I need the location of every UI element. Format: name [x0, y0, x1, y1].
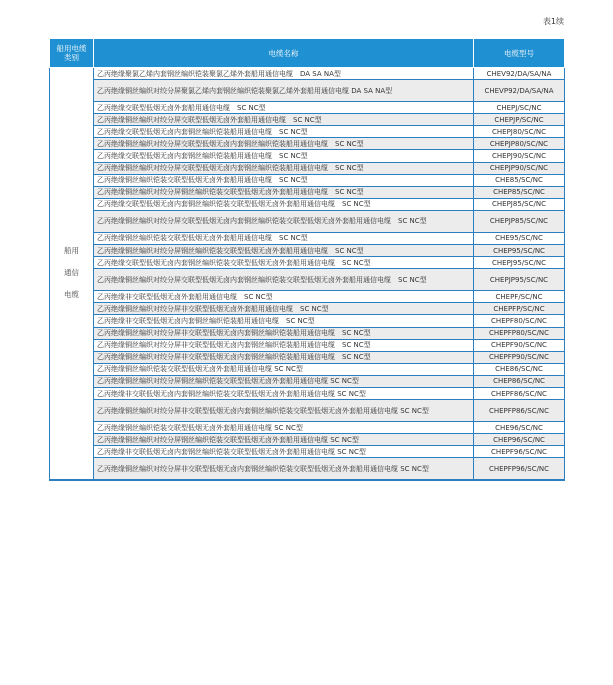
cable-model-cell: CHEV92/DA/SA/NA [474, 68, 565, 80]
cable-name-cell: 乙丙绝缘铜丝编织对绞分屏铜丝编织铠装交联型低烟无卤外套船用通信电缆 SC NC型 [94, 186, 474, 198]
cable-name-cell: 乙丙绝缘非交联低烟无卤内套钢丝编织铠装交联型低烟无卤外套船用通信电缆 SC NC型 [94, 446, 474, 458]
cable-model-cell: CHE95/SC/NC [474, 232, 565, 244]
table-row [50, 150, 565, 162]
header-name: 电缆名称 [94, 39, 474, 68]
cable-model-cell: CHEVP92/DA/SA/NA [474, 80, 565, 102]
table-row [50, 80, 565, 102]
cable-model-cell: CHEP96/SC/NC [474, 434, 565, 446]
table-row [50, 363, 565, 375]
cable-name-cell: 乙丙绝缘铜丝编织对绞分屏交联型低烟无卤内套钢丝编织铠装交联型低烟无卤外套船用通信电缆 SC NC型 [94, 269, 474, 291]
cable-name-cell: 乙丙绝缘非交联型低烟无卤外套船用通信电缆 SC NC型 [94, 291, 474, 303]
cable-model-cell: CHEPJP85/SC/NC [474, 210, 565, 232]
cable-name-cell: 乙丙绝缘铜丝编织对绞分屏交联型低烟无卤外套船用通信电缆 SC NC型 [94, 114, 474, 126]
cable-model-cell: CHE86/SC/NC [474, 363, 565, 375]
cable-name-cell: 乙丙绝缘铜丝编织对绞分屏非交联型低烟无卤内套铜丝编织铠装交联型低烟无卤外套船用通信电缆 SC NC型 [94, 400, 474, 422]
table-row [50, 232, 565, 244]
cable-name-cell: 乙丙绝缘交联型低烟无卤内套钢丝编织铠装交联型低烟无卤外套船用通信电缆 SC NC型 [94, 257, 474, 269]
cable-model-cell: CHEPJP95/SC/NC [474, 269, 565, 291]
table-row [50, 210, 565, 232]
cable-model-cell: CHEPF80/SC/NC [474, 315, 565, 327]
table-row [50, 434, 565, 446]
table-row [50, 102, 565, 114]
cable-name-cell: 乙丙绝缘铜丝编织对绞分屏非交联型低烟无卤外套船用通信电缆 SC NC型 [94, 303, 474, 315]
table-row [50, 126, 565, 138]
table-row [50, 245, 565, 257]
table-row [50, 162, 565, 174]
cable-model-cell: CHEP95/SC/NC [474, 245, 565, 257]
cable-name-cell: 乙丙绝缘铜丝编织对绞分屏铜丝编织铠装交联型低烟无卤外套船用通信电缆 SC NC型 [94, 375, 474, 387]
cable-model-cell: CHEPF96/SC/NC [474, 446, 565, 458]
table-row [50, 114, 565, 126]
cable-model-cell: CHEPJ90/SC/NC [474, 150, 565, 162]
table-row [50, 198, 565, 210]
table-row [50, 291, 565, 303]
cable-name-cell: 乙丙绝缘交联型低烟无卤内套铜丝编织铠装船用通信电缆 SC NC型 [94, 126, 474, 138]
header-model: 电缆型号 [474, 39, 565, 68]
cable-model-cell: CHEPFP86/SC/NC [474, 400, 565, 422]
cable-name-cell: 乙丙绝缘聚氯乙烯内套钢丝编织铠装聚氯乙烯外套船用通信电缆 DA SA NA型 [94, 68, 474, 80]
table-row [50, 339, 565, 351]
cable-name-cell: 乙丙绝缘铜丝编织对绞分屏钢丝编织铠装交联型低烟无卤外套船用通信电缆 SC NC型 [94, 434, 474, 446]
cable-model-cell: CHE96/SC/NC [474, 422, 565, 434]
cable-name-cell: 乙丙绝缘钢丝编织铠装交联型低烟无卤外套船用通信电缆 SC NC型 [94, 422, 474, 434]
cable-name-cell: 乙丙绝缘铜丝编织对绞分屏交联型低烟无卤内套钢丝编织铠装船用通信电缆 SC NC型 [94, 162, 474, 174]
cable-model-cell: CHEPJP90/SC/NC [474, 162, 565, 174]
cable-model-cell: CHEPJ95/SC/NC [474, 257, 565, 269]
cable-model-cell: CHEPJ85/SC/NC [474, 198, 565, 210]
cable-model-cell: CHEPJ/SC/NC [474, 102, 565, 114]
cable-name-cell: 乙丙绝缘钢丝编织铠装交联型低烟无卤外套船用通信电缆 SC NC型 [94, 232, 474, 244]
cable-name-cell: 乙丙绝缘铜丝编织对绞分屏非交联型低烟无卤内套钢丝编织铠装船用通信电缆 SC NC型 [94, 339, 474, 351]
table-row [50, 174, 565, 186]
category-cell [50, 68, 94, 480]
cable-model-cell: CHEPFP80/SC/NC [474, 327, 565, 339]
cable-model-cell: CHEPFP96/SC/NC [474, 458, 565, 480]
table-caption: 表1续 [542, 17, 564, 26]
table-row [50, 303, 565, 315]
table-row [50, 138, 565, 150]
cable-name-cell: 乙丙绝缘交联型低烟无卤内套钢丝编织铠装船用通信电缆 SC NC型 [94, 150, 474, 162]
cable-model-cell: CHEPF86/SC/NC [474, 387, 565, 399]
header-category: 船用电缆 类别 [50, 39, 94, 68]
table-row [50, 186, 565, 198]
table-row [50, 269, 565, 291]
cable-model-cell: CHEPJP80/SC/NC [474, 138, 565, 150]
cable-model-cell: CHEPF/SC/NC [474, 291, 565, 303]
cable-model-cell: CHEPJ80/SC/NC [474, 126, 565, 138]
table-row [50, 68, 565, 80]
cable-model-cell: CHEPJP/SC/NC [474, 114, 565, 126]
cable-name-cell: 乙丙绝缘铜丝编织铠装交联型低烟无卤外套船用通信电缆 SC NC型 [94, 363, 474, 375]
cable-model-cell: CHEPF90/SC/NC [474, 339, 565, 351]
table-body [50, 68, 565, 480]
cable-model-cell: CHEP85/SC/NC [474, 186, 565, 198]
cable-name-cell: 乙丙绝缘铜丝编织对绞分屏聚氯乙烯内套钢丝编织铠装聚氯乙烯外套船用通信电缆 DA SA NA型 [94, 80, 474, 102]
table-row [50, 422, 565, 434]
category-line: 电缆 [64, 290, 79, 300]
table-row [50, 351, 565, 363]
table-row [50, 375, 565, 387]
table-header-row [50, 39, 565, 68]
table-row [50, 400, 565, 422]
cable-name-cell: 乙丙绝缘铜丝编织铠装交联型低烟无卤外套船用通信电缆 SC NC型 [94, 174, 474, 186]
cable-model-cell: CHEP86/SC/NC [474, 375, 565, 387]
cable-name-cell: 乙丙绝缘铜丝编织对绞分屏非交联型低烟无卤内套钢丝编织铠装交联型低烟无卤外套船用通信电缆 SC NC型 [94, 458, 474, 480]
cable-name-cell: 乙丙绝缘铜丝编织对绞分屏钢丝编织铠装交联型低烟无卤外套船用通信电缆 SC NC型 [94, 245, 474, 257]
cable-name-cell: 乙丙绝缘铜丝编织对绞分屏非交联型低烟无卤内套铜丝编织铠装船用通信电缆 SC NC型 [94, 327, 474, 339]
cable-name-cell: 乙丙绝缘铜丝编织对绞分屏非交联型低烟无卤内套钢丝编织铠装船用通信电缆 SC NC型 [94, 351, 474, 363]
table-row [50, 458, 565, 480]
table-row [50, 257, 565, 269]
cable-name-cell: 乙丙绝缘铜丝编织对绞分屏交联型低烟无卤内套铜丝编织铠装交联型低烟无卤外套船用通信电缆 SC NC型 [94, 210, 474, 232]
cable-name-cell: 乙丙绝缘交联型低烟无卤内套铜丝编织铠装交联型低烟无卤外套船用通信电缆 SC NC型 [94, 198, 474, 210]
table-row [50, 446, 565, 458]
category-line: 船用 [64, 246, 79, 256]
table-row [50, 387, 565, 399]
cable-name-cell: 乙丙绝缘交联型低烟无卤外套船用通信电缆 SC NC型 [94, 102, 474, 114]
cable-model-cell: CHEPFP90/SC/NC [474, 351, 565, 363]
table-row [50, 315, 565, 327]
cable-name-cell: 乙丙绝缘非交联低烟无卤内套铜丝编织铠装交联型低烟无卤外套船用通信电缆 SC NC型 [94, 387, 474, 399]
table-row [50, 327, 565, 339]
cable-table [49, 38, 565, 481]
category-line: 通信 [64, 268, 79, 278]
cable-name-cell: 乙丙绝缘铜丝编织对绞分屏交联型低烟无卤内套铜丝编织铠装船用通信电缆 SC NC型 [94, 138, 474, 150]
cable-model-cell: CHE85/SC/NC [474, 174, 565, 186]
cable-name-cell: 乙丙绝缘非交联型低烟无卤内套铜丝编织铠装船用通信电缆 SC NC型 [94, 315, 474, 327]
cable-model-cell: CHEPFP/SC/NC [474, 303, 565, 315]
